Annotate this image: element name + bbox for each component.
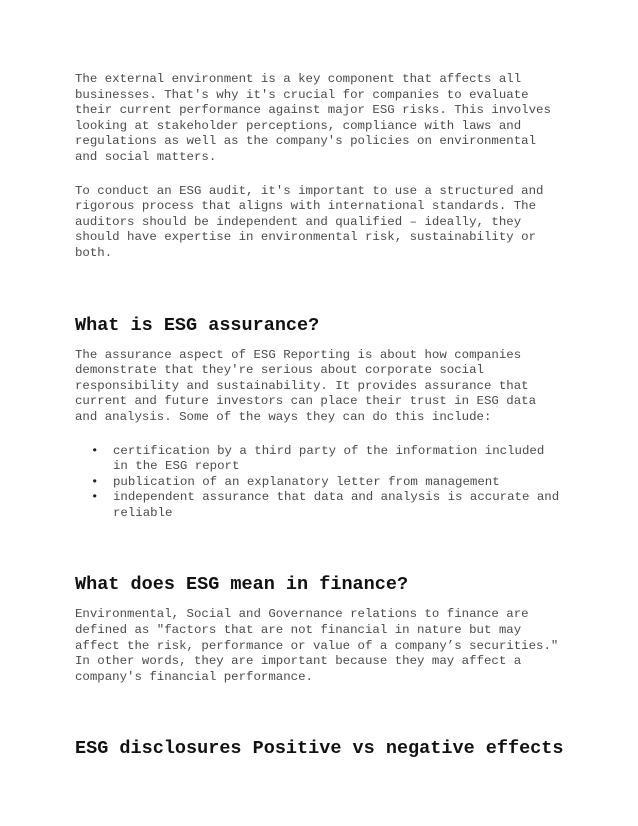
heading-esg-finance: What does ESG mean in finance? (75, 574, 409, 596)
list-item-text: publication of an explanatory letter from management (113, 474, 500, 489)
list-item (75, 444, 565, 475)
heading-esg-disclosures: ESG disclosures Positive vs negative effects (75, 738, 564, 760)
bullet-icon: • (91, 443, 99, 458)
intro-paragraph-2: To conduct an ESG audit, it's important to use a structured and rigorous process that aligns with international standards. The auditors should be independent and qualified – ideally, they should have expertise in environmental risk, sustainability or both. (75, 183, 544, 260)
list-item (75, 490, 565, 521)
list-item-text: certification by a third party of the information included in the ESG report (113, 443, 545, 474)
assurance-bullet-list (75, 444, 565, 522)
bullet-icon: • (91, 490, 99, 505)
document-page (75, 72, 565, 763)
finance-paragraph: Environmental, Social and Governance relations to finance are defined as "factors that are not financial in nature but may affect the risk, performance or value of a company’s securities." In other words, they are important because they may affect a company's financial performance. (75, 607, 559, 684)
list-item (75, 475, 565, 491)
intro-paragraph-1: The external environment is a key component that affects all businesses. That's why it's crucial for companies to evaluate their current performance against major ESG risks. This involves looking at stakeholder perceptions, compliance with laws and regulations as well as the company's policies on environmental and social matters. (75, 72, 551, 164)
bullet-icon: • (91, 474, 99, 489)
list-item-text: independent assurance that data and analysis is accurate and reliable (113, 490, 560, 520)
heading-esg-assurance: What is ESG assurance? (75, 314, 320, 336)
assurance-paragraph: The assurance aspect of ESG Reporting is about how companies demonstrate that they're serious about corporate social responsibility and sustainability. It provides assurance that current and future investors can place their trust in ESG data and analysis. Some of the ways they can do this include: (75, 347, 537, 424)
